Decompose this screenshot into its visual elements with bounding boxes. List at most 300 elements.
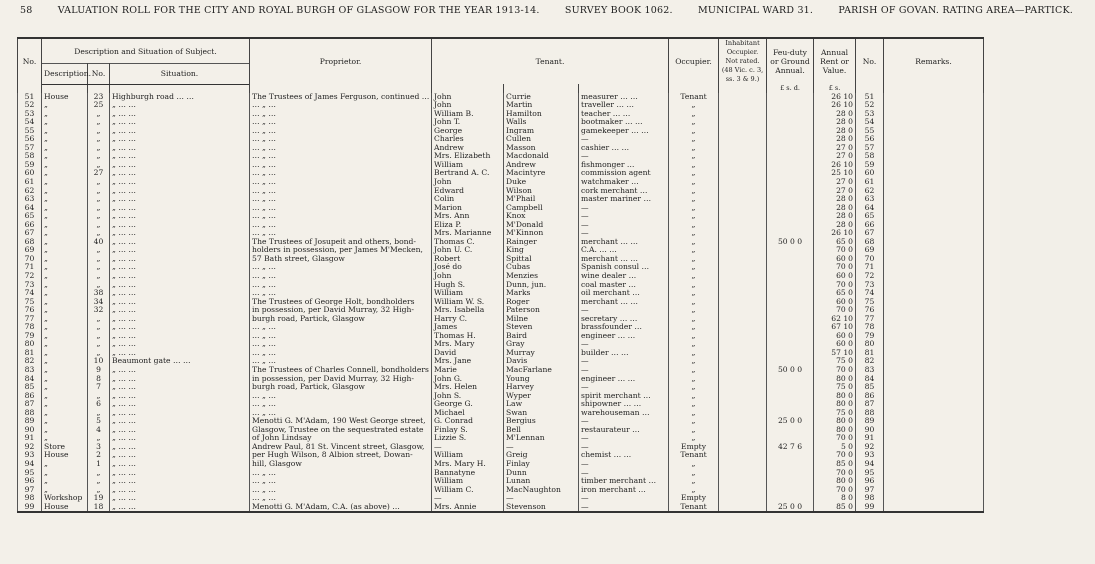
- row-situation: „ … …: [110, 323, 250, 332]
- row-no-right: 78: [856, 323, 884, 332]
- row-tenant-occupation: cashier … …: [579, 144, 669, 153]
- row-tenant-surname: Menzies: [504, 272, 579, 281]
- row-description: „: [42, 417, 88, 426]
- row-tenant-forename: John: [432, 272, 504, 281]
- row-remarks: [884, 332, 984, 341]
- row-tenant-surname: Milne: [504, 315, 579, 324]
- row-feu-duty: [767, 255, 814, 264]
- row-feu-duty: 25 0 0: [767, 417, 814, 426]
- row-tenant-forename: William: [432, 477, 504, 486]
- row-inhabitant: [719, 289, 767, 298]
- row-no: 68: [18, 238, 42, 247]
- row-occupier: „: [669, 332, 719, 341]
- col-proprietor: Proprietor.: [250, 38, 432, 84]
- row-situation: „ … …: [110, 263, 250, 272]
- row-proprietor: per Hugh Wilson, 8 Albion street, Dowan-: [250, 451, 432, 460]
- parish: PARISH OF GOVAN. RATING AREA—PARTICK.: [838, 5, 1073, 16]
- row-proprietor: Menotti G. M'Adam, C.A. (as above) …: [250, 503, 432, 513]
- row-tenant-occupation: chemist … …: [579, 451, 669, 460]
- row-no: 67: [18, 229, 42, 238]
- row-occupier: Tenant: [669, 503, 719, 513]
- row-street-number: 8: [88, 375, 110, 384]
- row-tenant-occupation: shipowner … …: [579, 400, 669, 409]
- row-remarks: [884, 383, 984, 392]
- row-no-right: 57: [856, 144, 884, 153]
- row-tenant-surname: Ingram: [504, 127, 579, 136]
- row-tenant-occupation: iron merchant …: [579, 486, 669, 495]
- row-inhabitant: [719, 118, 767, 127]
- row-inhabitant: [719, 195, 767, 204]
- row-description: „: [42, 469, 88, 478]
- row-tenant-occupation: restaurateur …: [579, 426, 669, 435]
- row-tenant-forename: John: [432, 93, 504, 102]
- row-situation: „ … …: [110, 340, 250, 349]
- row-annual-rent: 28 0: [814, 204, 856, 213]
- row-occupier: „: [669, 135, 719, 144]
- row-description: „: [42, 187, 88, 196]
- row-situation: „ … …: [110, 477, 250, 486]
- row-annual-rent: 80 0: [814, 400, 856, 409]
- row-remarks: [884, 93, 984, 102]
- row-situation: „ … …: [110, 169, 250, 178]
- feu-units: £ s. d.: [767, 84, 814, 93]
- row-remarks: [884, 195, 984, 204]
- row-tenant-forename: Eliza P.: [432, 221, 504, 230]
- row-tenant-forename: Colin: [432, 195, 504, 204]
- row-situation: „ … …: [110, 118, 250, 127]
- row-tenant-surname: —: [504, 443, 579, 452]
- row-tenant-surname: Lunan: [504, 477, 579, 486]
- row-remarks: [884, 110, 984, 119]
- row-no: 71: [18, 263, 42, 272]
- row-street-number: „: [88, 187, 110, 196]
- row-occupier: „: [669, 152, 719, 161]
- row-no: 66: [18, 221, 42, 230]
- row-inhabitant: [719, 127, 767, 136]
- row-remarks: [884, 323, 984, 332]
- row-inhabitant: [719, 169, 767, 178]
- row-feu-duty: [767, 169, 814, 178]
- row-tenant-occupation: —: [579, 306, 669, 315]
- row-feu-duty: [767, 460, 814, 469]
- row-inhabitant: [719, 460, 767, 469]
- row-feu-duty: [767, 101, 814, 110]
- row-no: 89: [18, 417, 42, 426]
- row-inhabitant: [719, 238, 767, 247]
- row-inhabitant: [719, 306, 767, 315]
- row-tenant-forename: William: [432, 451, 504, 460]
- row-feu-duty: 50 0 0: [767, 366, 814, 375]
- row-description: „: [42, 263, 88, 272]
- row-tenant-occupation: —: [579, 503, 669, 513]
- row-tenant-forename: Thomas H.: [432, 332, 504, 341]
- row-tenant-surname: Law: [504, 400, 579, 409]
- row-annual-rent: 27 0: [814, 144, 856, 153]
- row-situation: „ … …: [110, 486, 250, 495]
- row-situation: „ … …: [110, 298, 250, 307]
- row-street-number: 6: [88, 400, 110, 409]
- row-proprietor: … „ …: [250, 357, 432, 366]
- row-tenant-occupation: brassfounder …: [579, 323, 669, 332]
- row-tenant-surname: M'Kinnon: [504, 229, 579, 238]
- row-street-number: „: [88, 127, 110, 136]
- row-inhabitant: [719, 246, 767, 255]
- row-feu-duty: [767, 486, 814, 495]
- row-description: „: [42, 315, 88, 324]
- row-tenant-forename: Bertrand A. C.: [432, 169, 504, 178]
- row-occupier: „: [669, 323, 719, 332]
- row-description: „: [42, 281, 88, 290]
- row-street-number: „: [88, 246, 110, 255]
- row-no-right: 62: [856, 187, 884, 196]
- row-occupier: „: [669, 144, 719, 153]
- row-no: 86: [18, 392, 42, 401]
- row-inhabitant: [719, 477, 767, 486]
- row-remarks: [884, 221, 984, 230]
- row-tenant-surname: Hamilton: [504, 110, 579, 119]
- row-occupier: „: [669, 340, 719, 349]
- row-street-number: 5: [88, 417, 110, 426]
- row-tenant-forename: William: [432, 289, 504, 298]
- row-description: Store: [42, 443, 88, 452]
- row-tenant-occupation: —: [579, 340, 669, 349]
- row-no: 58: [18, 152, 42, 161]
- row-no-right: 51: [856, 93, 884, 102]
- row-tenant-occupation: —: [579, 221, 669, 230]
- row-annual-rent: 75 0: [814, 383, 856, 392]
- row-tenant-surname: Martin: [504, 101, 579, 110]
- row-remarks: [884, 417, 984, 426]
- row-occupier: „: [669, 289, 719, 298]
- row-proprietor: Andrew Paul, 81 St. Vincent street, Glasgow,: [250, 443, 432, 452]
- row-tenant-surname: MacNaughton: [504, 486, 579, 495]
- row-tenant-occupation: watchmaker …: [579, 178, 669, 187]
- row-feu-duty: [767, 315, 814, 324]
- row-remarks: [884, 469, 984, 478]
- row-description: „: [42, 110, 88, 119]
- col-description-group: Description and Situation of Subject.: [42, 38, 250, 64]
- row-feu-duty: [767, 195, 814, 204]
- row-tenant-forename: Harry C.: [432, 315, 504, 324]
- row-occupier: „: [669, 409, 719, 418]
- row-annual-rent: 27 0: [814, 178, 856, 187]
- row-tenant-surname: Davis: [504, 357, 579, 366]
- row-situation: „ … …: [110, 229, 250, 238]
- row-tenant-forename: John: [432, 101, 504, 110]
- row-description: „: [42, 212, 88, 221]
- row-inhabitant: [719, 144, 767, 153]
- row-no-right: 85: [856, 383, 884, 392]
- row-proprietor: hill, Glasgow: [250, 460, 432, 469]
- row-proprietor: burgh road, Partick, Glasgow: [250, 315, 432, 324]
- row-annual-rent: 65 0: [814, 289, 856, 298]
- row-no: 62: [18, 187, 42, 196]
- col-remarks: Remarks.: [884, 38, 984, 84]
- row-inhabitant: [719, 298, 767, 307]
- row-street-number: „: [88, 263, 110, 272]
- row-situation: „ … …: [110, 409, 250, 418]
- row-remarks: [884, 400, 984, 409]
- row-annual-rent: 70 0: [814, 281, 856, 290]
- row-no-right: 60: [856, 169, 884, 178]
- row-tenant-occupation: —: [579, 417, 669, 426]
- row-street-number: „: [88, 229, 110, 238]
- row-inhabitant: [719, 486, 767, 495]
- col-occupier: Occupier.: [669, 38, 719, 84]
- row-situation: „ … …: [110, 375, 250, 384]
- row-proprietor: Glasgow, Trustee on the sequestrated estate: [250, 426, 432, 435]
- row-tenant-forename: William W. S.: [432, 298, 504, 307]
- row-no: 80: [18, 340, 42, 349]
- row-remarks: [884, 272, 984, 281]
- row-inhabitant: [719, 375, 767, 384]
- ward: MUNICIPAL WARD 31.: [697, 5, 814, 16]
- row-feu-duty: [767, 263, 814, 272]
- row-inhabitant: [719, 323, 767, 332]
- row-description: „: [42, 204, 88, 213]
- row-no-right: 66: [856, 221, 884, 230]
- row-description: „: [42, 460, 88, 469]
- row-description: „: [42, 127, 88, 136]
- row-tenant-surname: Dunn, jun.: [504, 281, 579, 290]
- row-tenant-surname: Andrew: [504, 161, 579, 170]
- row-no-right: 94: [856, 460, 884, 469]
- row-no: 75: [18, 298, 42, 307]
- row-no-right: 68: [856, 238, 884, 247]
- row-tenant-forename: John U. C.: [432, 246, 504, 255]
- row-annual-rent: 80 0: [814, 477, 856, 486]
- row-tenant-forename: John T.: [432, 118, 504, 127]
- row-occupier: „: [669, 212, 719, 221]
- row-street-number: 2: [88, 451, 110, 460]
- row-situation: „ … …: [110, 110, 250, 119]
- row-tenant-surname: Cullen: [504, 135, 579, 144]
- row-occupier: „: [669, 221, 719, 230]
- row-feu-duty: 25 0 0: [767, 503, 814, 513]
- row-remarks: [884, 357, 984, 366]
- row-inhabitant: [719, 135, 767, 144]
- row-tenant-occupation: gamekeeper … …: [579, 127, 669, 136]
- row-inhabitant: [719, 212, 767, 221]
- row-occupier: „: [669, 281, 719, 290]
- row-no-right: 87: [856, 400, 884, 409]
- row-annual-rent: 85 0: [814, 503, 856, 513]
- row-occupier: „: [669, 375, 719, 384]
- row-remarks: [884, 366, 984, 375]
- row-street-number: 19: [88, 494, 110, 503]
- row-no: 96: [18, 477, 42, 486]
- row-no-right: 67: [856, 229, 884, 238]
- row-annual-rent: 26 10: [814, 161, 856, 170]
- row-proprietor: … „ …: [250, 272, 432, 281]
- row-feu-duty: [767, 93, 814, 102]
- row-tenant-forename: Michael: [432, 409, 504, 418]
- row-no-right: 64: [856, 204, 884, 213]
- row-situation: „ … …: [110, 315, 250, 324]
- row-remarks: [884, 246, 984, 255]
- row-tenant-forename: Hugh S.: [432, 281, 504, 290]
- row-tenant-occupation: builder … …: [579, 349, 669, 358]
- row-annual-rent: 80 0: [814, 375, 856, 384]
- row-annual-rent: 70 0: [814, 469, 856, 478]
- row-description: „: [42, 246, 88, 255]
- row-no-right: 59: [856, 161, 884, 170]
- row-description: „: [42, 298, 88, 307]
- row-situation: „ … …: [110, 135, 250, 144]
- row-street-number: 25: [88, 101, 110, 110]
- row-description: „: [42, 486, 88, 495]
- row-feu-duty: [767, 212, 814, 221]
- row-street-number: „: [88, 255, 110, 264]
- row-no-right: 75: [856, 298, 884, 307]
- row-remarks: [884, 298, 984, 307]
- row-description: „: [42, 392, 88, 401]
- row-tenant-occupation: Spanish consul …: [579, 263, 669, 272]
- row-tenant-occupation: cork merchant …: [579, 187, 669, 196]
- row-no: 63: [18, 195, 42, 204]
- row-no-right: 77: [856, 315, 884, 324]
- row-tenant-forename: George G.: [432, 400, 504, 409]
- row-no: 51: [18, 93, 42, 102]
- row-proprietor: in possession, per David Murray, 32 High-: [250, 306, 432, 315]
- row-tenant-occupation: —: [579, 460, 669, 469]
- row-feu-duty: [767, 426, 814, 435]
- row-occupier: „: [669, 195, 719, 204]
- row-tenant-occupation: —: [579, 152, 669, 161]
- row-tenant-forename: David: [432, 349, 504, 358]
- row-street-number: „: [88, 152, 110, 161]
- row-situation: „ … …: [110, 426, 250, 435]
- col-no: No.: [18, 38, 42, 84]
- row-feu-duty: [767, 469, 814, 478]
- row-no-right: 54: [856, 118, 884, 127]
- row-tenant-surname: Greig: [504, 451, 579, 460]
- row-inhabitant: [719, 469, 767, 478]
- row-annual-rent: 28 0: [814, 135, 856, 144]
- row-no-right: 70: [856, 255, 884, 264]
- row-remarks: [884, 375, 984, 384]
- row-description: House: [42, 451, 88, 460]
- row-occupier: „: [669, 169, 719, 178]
- row-street-number: „: [88, 195, 110, 204]
- row-tenant-occupation: —: [579, 204, 669, 213]
- row-description: „: [42, 349, 88, 358]
- row-no: 76: [18, 306, 42, 315]
- row-inhabitant: [719, 229, 767, 238]
- row-tenant-forename: James: [432, 323, 504, 332]
- row-feu-duty: [767, 246, 814, 255]
- row-occupier: „: [669, 366, 719, 375]
- row-tenant-surname: Bell: [504, 426, 579, 435]
- row-no-right: 89: [856, 417, 884, 426]
- row-proprietor: … „ …: [250, 477, 432, 486]
- row-no-right: 92: [856, 443, 884, 452]
- row-no-right: 81: [856, 349, 884, 358]
- row-feu-duty: [767, 144, 814, 153]
- row-occupier: „: [669, 110, 719, 119]
- row-no: 52: [18, 101, 42, 110]
- row-description: Workshop: [42, 494, 88, 503]
- row-inhabitant: [719, 409, 767, 418]
- row-occupier: Empty: [669, 443, 719, 452]
- row-proprietor: 57 Bath street, Glasgow: [250, 255, 432, 264]
- row-street-number: „: [88, 272, 110, 281]
- row-street-number: 10: [88, 357, 110, 366]
- row-description: „: [42, 306, 88, 315]
- row-proprietor: … „ …: [250, 392, 432, 401]
- row-inhabitant: [719, 340, 767, 349]
- col-situation: Situation.: [110, 64, 250, 84]
- row-occupier: „: [669, 426, 719, 435]
- row-tenant-forename: Mrs. Isabella: [432, 306, 504, 315]
- row-feu-duty: [767, 187, 814, 196]
- row-annual-rent: 28 0: [814, 118, 856, 127]
- row-tenant-forename: G. Conrad: [432, 417, 504, 426]
- row-occupier: „: [669, 392, 719, 401]
- row-situation: „ … …: [110, 246, 250, 255]
- row-tenant-forename: —: [432, 443, 504, 452]
- row-proprietor: … „ …: [250, 195, 432, 204]
- row-tenant-occupation: master mariner …: [579, 195, 669, 204]
- row-remarks: [884, 169, 984, 178]
- row-occupier: „: [669, 469, 719, 478]
- row-situation: „ … …: [110, 204, 250, 213]
- row-street-number: 4: [88, 426, 110, 435]
- row-inhabitant: [719, 221, 767, 230]
- row-annual-rent: 26 10: [814, 101, 856, 110]
- row-tenant-surname: Macintyre: [504, 169, 579, 178]
- row-feu-duty: [767, 272, 814, 281]
- row-no: 97: [18, 486, 42, 495]
- row-occupier: „: [669, 118, 719, 127]
- row-tenant-occupation: warehouseman …: [579, 409, 669, 418]
- row-annual-rent: 57 10: [814, 349, 856, 358]
- row-feu-duty: 42 7 6: [767, 443, 814, 452]
- row-tenant-forename: —: [432, 494, 504, 503]
- row-description: „: [42, 255, 88, 264]
- row-tenant-occupation: engineer … …: [579, 332, 669, 341]
- row-tenant-forename: Lizzie S.: [432, 434, 504, 443]
- row-tenant-surname: Duke: [504, 178, 579, 187]
- row-feu-duty: [767, 204, 814, 213]
- row-proprietor: … „ …: [250, 144, 432, 153]
- row-tenant-forename: Andrew: [432, 144, 504, 153]
- row-occupier: „: [669, 246, 719, 255]
- row-annual-rent: 60 0: [814, 340, 856, 349]
- row-occupier: „: [669, 255, 719, 264]
- row-occupier: „: [669, 127, 719, 136]
- page-number: 58: [20, 5, 33, 16]
- row-occupier: „: [669, 178, 719, 187]
- row-situation: „ … …: [110, 152, 250, 161]
- row-situation: „ … …: [110, 503, 250, 513]
- row-description: „: [42, 426, 88, 435]
- row-proprietor: … „ …: [250, 118, 432, 127]
- row-no: 98: [18, 494, 42, 503]
- row-description: „: [42, 434, 88, 443]
- row-inhabitant: [719, 383, 767, 392]
- row-proprietor: The Trustees of James Ferguson, continued …: [250, 93, 432, 102]
- row-description: „: [42, 477, 88, 486]
- row-remarks: [884, 486, 984, 495]
- row-tenant-surname: Murray: [504, 349, 579, 358]
- row-no-right: 74: [856, 289, 884, 298]
- row-feu-duty: [767, 178, 814, 187]
- row-no: 85: [18, 383, 42, 392]
- row-inhabitant: [719, 494, 767, 503]
- row-inhabitant: [719, 161, 767, 170]
- row-feu-duty: [767, 306, 814, 315]
